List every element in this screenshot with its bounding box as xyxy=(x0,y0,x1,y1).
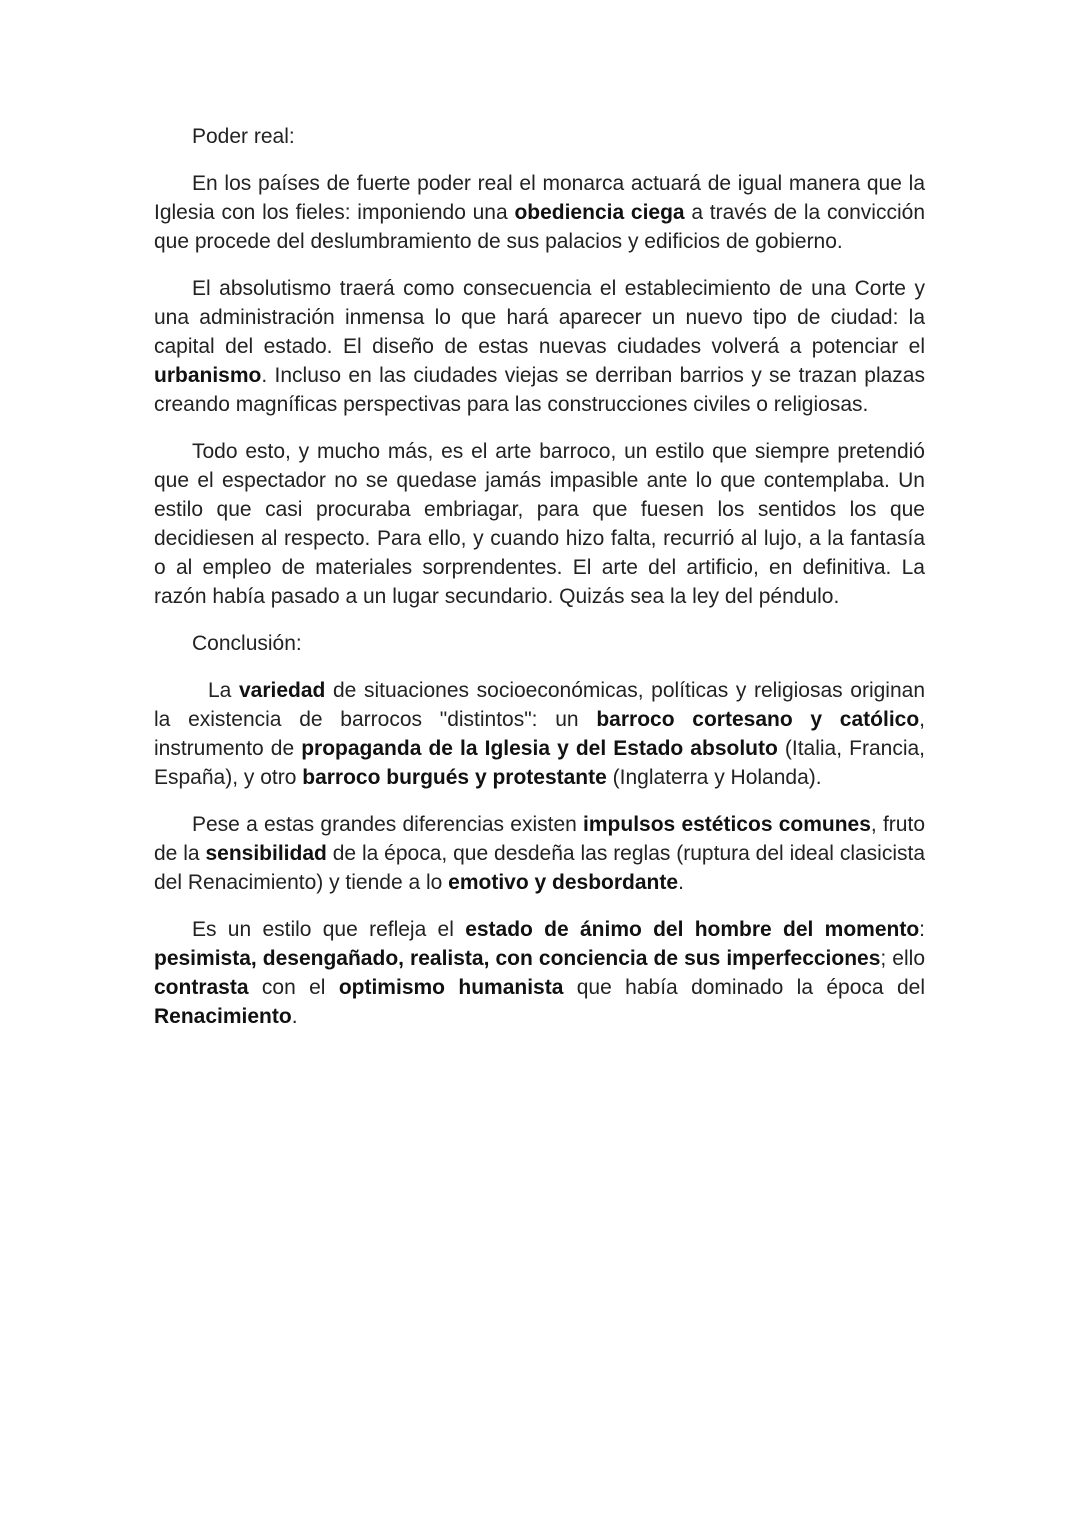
paragraph-obediencia xyxy=(154,169,925,256)
text-run: con el xyxy=(248,976,339,999)
bold-term-barroco-cortesano: barroco cortesano y católico xyxy=(596,708,920,731)
section-heading-conclusion: Conclusión: xyxy=(192,632,302,655)
bold-term-estado-de-animo: estado de ánimo del hombre del momento xyxy=(465,918,920,941)
paragraph-variedad xyxy=(154,676,925,792)
paragraph-absolutismo xyxy=(154,274,925,419)
text-run: Todo esto, y mucho más, es el arte barroco, un estilo que siempre pretendió que el espectador no se quedase jamás impasible ante lo que contemplaba. Un estilo que casi procuraba embriagar, para que fuesen los sentidos los que decidiesen al respecto. Para ello, y cuando hizo falta, recurrió al lujo, a la fantasía o al empleo de materiales sorprendentes. El arte del artificio, en definitiva. La razón había pasado a un lugar secundario. Quizás sea la ley del péndulo. xyxy=(154,440,925,608)
bold-term-propaganda: propaganda de la Iglesia y del Estado absoluto xyxy=(301,737,778,760)
paragraph-impulsos-esteticos xyxy=(154,810,925,897)
text-run: a través de la convicción que procede del deslumbramiento de sus palacios y edificios de gobierno. xyxy=(154,201,925,253)
text-run: (Inglaterra y Holanda). xyxy=(606,766,822,789)
bold-term-obediencia-ciega: obediencia ciega xyxy=(514,201,685,224)
bold-term-pesimista: pesimista, desengañado, realista, con conciencia de sus imperfecciones xyxy=(154,947,881,970)
text-run: . xyxy=(291,1005,298,1028)
text-run: , instrumento de xyxy=(154,708,926,760)
text-run: La xyxy=(208,679,239,702)
bold-term-barroco-burgues: barroco burgués y protestante xyxy=(302,766,607,789)
text-run: Es un estilo que refleja el xyxy=(192,918,466,941)
text-run: Pese a estas grandes diferencias existen xyxy=(192,813,584,836)
text-run: que había dominado la época del xyxy=(563,976,925,999)
bold-term-renacimiento: Renacimiento xyxy=(154,1005,292,1028)
bold-term-emotivo: emotivo y desbordante xyxy=(448,871,679,894)
text-run: . xyxy=(678,871,684,894)
text-run: En los países de fuerte poder real el monarca actuará de igual manera que la Iglesia con los fieles: imponiendo una xyxy=(154,172,925,224)
text-run: de situaciones socioeconómicas, políticas y religiosas originan la existencia de barrocos "distintos": un xyxy=(154,679,925,731)
text-run: . Incluso en las ciudades viejas se derriban barrios y se trazan plazas creando magníficas perspectivas para las construcciones civiles o religiosas. xyxy=(154,364,925,416)
paragraph-estado-de-animo xyxy=(154,915,925,1031)
bold-term-impulsos-esteticos: impulsos estéticos comunes xyxy=(583,813,871,836)
text-run: , fruto de la xyxy=(154,813,925,865)
bold-term-optimismo-humanista: optimismo humanista xyxy=(338,976,564,999)
section-heading-poder-real: Poder real: xyxy=(192,125,295,148)
text-run: El absolutismo traerá como consecuencia el establecimiento de una Corte y una administración inmensa lo que hará aparecer un nuevo tipo de ciudad: la capital del estado. El diseño de estas nuevas ciudades volverá a potenciar el xyxy=(154,277,925,358)
bold-term-contrasta: contrasta xyxy=(154,976,249,999)
text-run: : xyxy=(919,918,925,941)
bold-term-variedad: variedad xyxy=(238,679,326,702)
text-run: de la época, que desdeña las reglas (ruptura del ideal clasicista del Renacimiento) y tiende a lo xyxy=(154,842,926,894)
document-page xyxy=(154,122,925,1049)
paragraph-arte-barroco xyxy=(154,437,925,611)
bold-term-urbanismo: urbanismo xyxy=(154,364,262,387)
text-run: ; ello xyxy=(880,947,925,970)
text-run: (Italia, Francia, España), y otro xyxy=(154,737,925,789)
bold-term-sensibilidad: sensibilidad xyxy=(205,842,327,865)
